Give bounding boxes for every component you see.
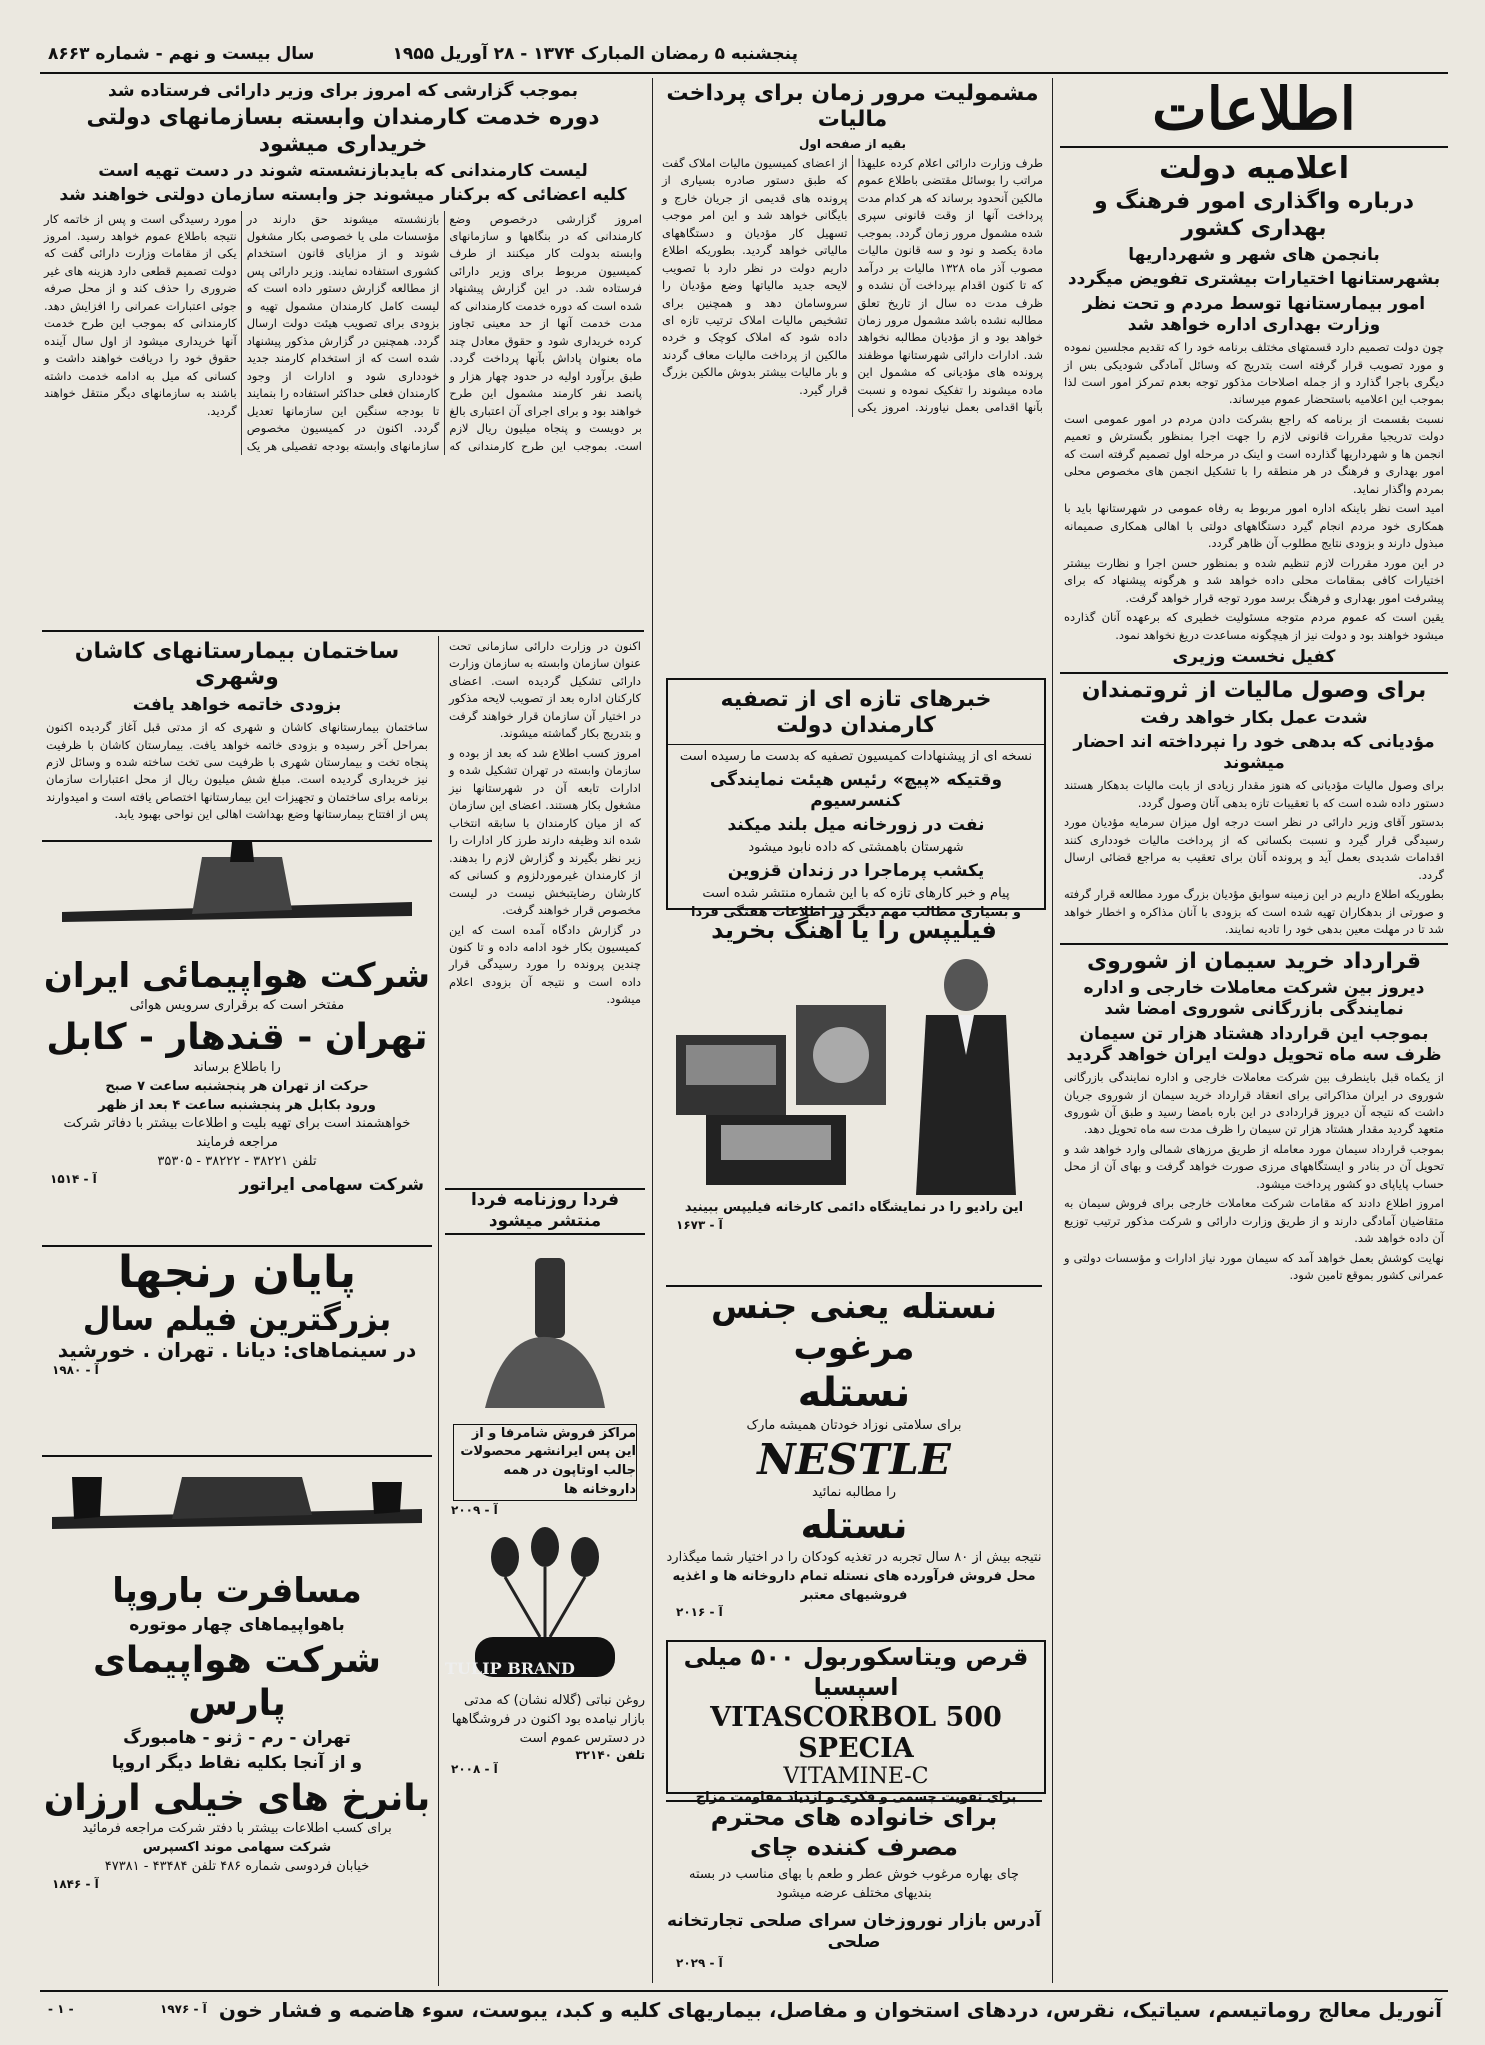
gov-subtitle: کلیه اعضائی که برکنار میشوند جز وابسته سازمان دولتی خواهند شد [59, 185, 627, 206]
tea-title: برای خانواده های محترم مصرف کننده چای [710, 1803, 998, 1861]
airline-line: خواهشمند است برای تهیه بلیت و اطلاعات بیشتر با دفاتر شرکت مراجعه فرمایند [63, 1116, 411, 1151]
ad-code: آ - ۱۹۸۰ [52, 1363, 99, 1378]
philips-ad [666, 915, 1042, 1275]
ad-code: آ - ۲۰۰۹ [451, 1502, 498, 1517]
pars-price: بانرخ های خیلی ارزان [43, 1777, 431, 1819]
tax-subtitle: شدت عمل بکار خواهد رفت [1140, 707, 1368, 728]
airline-footer [42, 1172, 432, 1199]
cement-paragraph: بموجب قرارداد سیمان مورد معامله از طریق مرزهای شمالی وارد خواهد شد و تحویل آن در بنادر و ایستگاههای مرزی صورت خواهد گرفت و بهای آن از محل حساب پایاپای دو کشور پرداخت میشود. [1064, 1141, 1444, 1191]
article-paragraph: یقین است که عموم مردم متوجه مسئولیت خطیری که برعهده آنان گذارده میشود خواهند بود و دولت نیز از هیچگونه مساعدت دریغ نخواهد نمود. [1064, 610, 1444, 642]
nestle-ad [666, 1285, 1042, 1632]
article-paragraph: نسبت بقسمت از برنامه که راجع بشرکت دادن مردم در امور عمومی است دولت تدریجیا مقررات قانونی لازم را جهت اجرا بمنظور بگسترش و تعمیم انجمن ها و شهرداریها گذارده است و اینک در مرحله اول تصمیم گرفته است که امور بهداری و فرهنگ در هر منطقه را با تشکیل انجمن های مخصوص محلی بمردم واگذار نماید. [1064, 411, 1444, 496]
nestle-brand-fa: نستله [800, 1503, 908, 1548]
cement-subtitle: بموجب این قرارداد هشتاد هزار تن سیمان ظرف سه ماه تحویل دولت ایران خواهد گردید [1066, 1023, 1442, 1065]
airline-note: مفتخر است که برقراری سرویس هوائی [129, 997, 345, 1013]
article-headline: بانجمن های شهر و شهرداریها [1128, 245, 1380, 266]
middle-text-column [445, 636, 645, 1176]
tax-article [660, 78, 1045, 668]
airline-phones: تلفن ۳۸۲۲۱ - ۳۸۲۲۲ - ۳۵۳۰۵ [157, 1154, 317, 1170]
ad-code: آ - ۱۶۷۳ [676, 1217, 723, 1232]
news-box-line: نفت در زورخانه میل بلند میکند [727, 815, 985, 836]
article-headline: بشهرستانها اختیارات بیشتری تفویض میگردد [1067, 269, 1441, 290]
cement-subtitle: دیروز بین شرکت معاملات خارجی و اداره نمایندگی بازرگانی شوروی امضا شد [1083, 978, 1425, 1020]
tulip-icon [571, 1537, 599, 1577]
airline-company2: شرکت سهامی ایراتور [239, 1174, 424, 1195]
article-signature: کفیل نخست وزیری [1172, 647, 1336, 668]
article-title: اعلامیه دولت [1158, 150, 1350, 186]
ad-code: آ - ۲۰۲۹ [676, 1956, 723, 1971]
tea-ad [666, 1800, 1042, 1982]
airplane-illustration [42, 1457, 432, 1567]
article-headline: امور بیمارستانها توسط مردم و تحت نظر وزارت بهداری اداره خواهد شد [1082, 293, 1426, 335]
pars-line: باهواپیماهای چهار موتوره [129, 1614, 345, 1635]
article-paragraph: چون دولت تصمیم دارد قسمتهای مختلف برنامه خود را که تقدیم مجلسین نموده و مورد تصویب قرار گرفته است بتدریج که وسائل آمادگی شودیکی بس از دیگری باجرا گذارد و از جمله اصلاحات مذکور توجه بعدم تمرکز امور است لذا بموجب این اعلامیه باستحضار عموم میرساند. [1064, 340, 1444, 407]
airline-company: شرکت هواپیمائی ایران [43, 956, 431, 996]
page-number: - ۱ - [48, 2002, 74, 2016]
film-cinemas: در سینماهای: دیانا . تهران . خورشید [57, 1338, 417, 1363]
right-column [1060, 75, 1448, 1983]
pars-company: شرکت هواپیمای پارس [92, 1640, 382, 1725]
pars-agency: شرکت سهامی موند اکسپرس [142, 1839, 332, 1855]
tax-article-title: مشمولیت مرور زمان برای پرداخت مالیات [666, 81, 1039, 133]
ad-code: آ - ۱۹۷۶ [160, 2002, 207, 2016]
ad-code: آ - ۲۰۱۶ [676, 1605, 723, 1620]
tulip-icon [491, 1537, 519, 1577]
vitascorbol-description: برای تقویت جسمی و فکری و ازدیاد مقاومت مزاج [695, 1790, 1017, 1805]
vitascorbol-title-latin: VITASCORBOL 500 SPECIA [710, 1702, 1002, 1764]
airline-line: ورود بکابل هر پنجشنبه ساعت ۴ بعد از ظهر [98, 1097, 376, 1113]
gov-subtitle: لیست کارمندانی که بایدبازنشسته شوند در دست تهیه است [98, 161, 588, 182]
pars-headline: مسافرت باروپا [112, 1571, 362, 1611]
news-box-line: نسخه ای از پیشنهادات کمیسیون تصفیه که بدست ما رسیده است [679, 748, 1033, 764]
middle-paragraph: در گزارش دادگاه آمده است که این کمیسیون بکار خود ادامه داده و تا کنون چندین پرونده را مورد رسیدگی قرار داده است و نتیجه آن بزودی اعلام میشود. [449, 922, 641, 1007]
tax-paragraph: بدستور آقای وزیر دارائی در نظر است درجه اول میزان سرمایه مؤدیان مورد رسیدگی قرار گیرد و نسبت بکسانی که از پرداخت مالیات خودداری کنند اقدامات شدیدی بعمل آید و پرونده آنان برای تعقیب به مراجع قضائی ارسال گردد. [1064, 815, 1444, 882]
tax-paragraph: بطوریکه اطلاع داریم در این زمینه سوابق مؤدیان بزرگ مورد مطالعه قرار گرفته و صورتی از بدهکاران تهیه شده است که بزودی با آنان مذاکره و اخطار خواهد شد تا در مهلت معین بدهی خود را تادیه نمایند. [1064, 887, 1444, 937]
man-figure-icon [944, 959, 988, 1011]
middle-paragraph: امروز کسب اطلاع شد که بعد از بوده و سازمان وابسته در تهران تشکیل شده و ادارات تابعه آن در شهرستانها نیز مشغول بکار هستند. اعضای این سازمان که از میان کارمندان با سابقه انتخاب شده اند وظیفه دارند طرز کار ادارات را زیر نظر بگیرند و گزارش لازم را بدهند. از کارمندان غیرموردلزوم و کسانی که کارشان رضایتبخش نیست در لیست مخصوص قرار خواهند گرفت. [449, 745, 641, 918]
pars-line: و از آنجا بکلیه نقاط دیگر اروپا [111, 1752, 363, 1773]
ad-code: آ - ۲۰۰۸ [451, 1762, 498, 1777]
gov-kicker: بموجب گزارشی که امروز برای وزیر دارائی فرستاده شد [108, 81, 578, 101]
hand-icon [485, 1336, 605, 1407]
tulip-icon [531, 1527, 559, 1567]
nestle-brand-fa: نستله [797, 1369, 911, 1416]
footer-ad: آنوریل معالج روماتیسم، سیاتیک، نقرس، دردهای استخوان و مفاصل، بیماریهای کلیه و کبد، یبوست، سوء هاضمه و فشار خون [218, 1998, 1442, 2022]
article-paragraph: امید است نظر باینکه اداره امور مربوط به رفاه عمومی در شهرستانها باید با همکاری خود مردم انجام گیرد دستگاههای دولتی با اهالی همکاری صمیمانه مبذول دارند و بزودی نتایج مطلوب آن ظاهر گردد. [1064, 501, 1444, 551]
gov-body: امروز گزارشی درخصوص وضع کارمندانی که در بنگاهها و سازمانهای وابسته بدولت کار میکنند از طرف کمیسیون مربوط برای وزیر دارائی فرستاده شد. در این گزارش پیشنهاد شده است که دوره خدمت کارمندانی که مدت خدمت آنها از حد معینی تجاوز کرده خریداری شود و حقوق معادل چند ماه بعنوان پاداش بآنها پرداخت گردد. طبق برآورد اولیه در حدود چهار هزار و پانصد نفر کارمند مشمول این طرح خواهند بود و برای اجرای آن اعتباری بالغ بر دویست و پنجاه میلیون ریال لازم است. بموجب این طرح کارمندانی که بازنشسته میشوند حق دارند در مؤسسات ملی یا خصوصی بکار مشغول شوند و از مزایای قانون استخدام کشوری استفاده نمایند. وزیر دارائی پس از مطالعه گزارش دستور داده است که لیست کامل کارمندان مشمول تهیه و بزودی برای تصویب هیئت دولت ارسال گردد. همچنین در گزارش مذکور پیشنهاد شده است که از استخدام کارمند جدید خودداری شود و ادارات از وجود کارمندان فعلی حداکثر استفاده را بنمایند تا بودجه سنگین این سازمانها تعدیل گردد. اکنون در کمیسیون مخصوص سازمانهای وابسته بودجه تفصیلی هر یک مورد رسیدگی است و پس از خاتمه کار نتیجه باطلاع عموم خواهد رسید. امروز یکی از مقامات وزارت دارائی گفت که دولت تصمیم قطعی دارد هزینه های غیر ضروری را حذف کند و از محل صرفه جوئی اعتبارات عمرانی را افزایش دهد. کارمندانی که بموجب این طرح خدمت آنها خریداری میشود از اول سال آینده حقوق خود را دریافت خواهند داشت و کسانی که میل به ادامه خدمت داشته باشند به سازمانهای دیگر منتقل خواهند گردید. [44, 211, 642, 453]
news-box-line: شهرستان باهمشتی که داده نابود میشود [748, 840, 964, 856]
hospital-title: ساختمان بیمارستانهای کاشان وشهری [74, 639, 400, 691]
ad-code: آ - ۱۸۴۶ [52, 1876, 99, 1891]
vitascorbol-ad [666, 1640, 1046, 1805]
news-box-line: یکشب پرماجرا در زندان قزوین [727, 861, 985, 882]
airplane-illustration [42, 842, 432, 952]
cement-paragraph: از یکماه قبل باینطرف بین شرکت معاملات خارجی و اداره نمایندگی بازرگانی شوروی در ایران مذاکراتی برای انعقاد قرارداد خرید سیمان از شوروی جریان داشت که نتیجه آن دیروز قراردادی در این باره بامضا رسید و طبق آن شوروی متعهد گردید مقدار هشتاد هزار تن سیمان را ظرف مدت سه ماه تحویل دهد. [1064, 1070, 1444, 1137]
ad-code: آ - ۱۵۱۴ [50, 1171, 97, 1186]
tea-address: آدرس بازار نوروزخان سرای صلحی تجارتخانه صلحی [667, 1910, 1041, 1952]
news-box-line: وقتیکه «پیچ» رئیس هیئت نمایندگی کنسرسیوم [709, 769, 1003, 811]
pars-airline-ad [42, 1455, 432, 1982]
gov-title: دوره خدمت کارمندان وابسته بسازمانهای دولتی خریداری میشود [86, 105, 600, 157]
page-header [40, 38, 1448, 74]
header-issue: سال بیست و نهم - شماره ۸۶۶۳ [48, 44, 315, 64]
news-box-title: خبرهای تازه ای از تصفیه کارمندان دولت [668, 683, 1044, 745]
paper-notice: فردا روزنامه فردا منتشر میشود [445, 1188, 645, 1235]
small-ads-column [445, 1185, 645, 1985]
news-box-line: پیام و خبر کارهای تازه که با این شماره منتشر شده است [702, 886, 1010, 902]
airline-line: حرکت از تهران هر پنجشنبه ساعت ۷ صبح [105, 1078, 369, 1094]
pars-line: برای کسب اطلاعات بیشتر با دفتر شرکت مراجعه فرمائید [82, 1821, 392, 1837]
cement-title: قرارداد خرید سیمان از شوروی [1086, 948, 1422, 974]
tax-article-body: طرف وزارت دارائی اعلام کرده علیهذا مراتب را بوسائل مقتضی باطلاع عموم مالکین آنحدود برساند که هر کدام مدت پرداخت آنها از وقت قانونی سپری شده مشمول مرور زمان گردد. بموجب مادة یکصد و نود و سه قانون مالیات مصوب آذر ماه ۱۳۲۸ مالیات بر درآمد که تا کنون اقدام بپرداخت آن نشده و ظرف مدت ده سال از تاریخ تعلق مطالبه نشده باشد مشمول مرور زمان خواهد بود و از مؤدیان مطالبه نخواهد شد. ادارات دارائی شهرستانها موظفند پرونده های مؤدیانی که مشمول این ماده میشوند را تفکیک نموده و نسبت بآنها اقدامی بعمل نیاورند. امروز یکی از اعضای کمیسیون مالیات املاک گفت که طبق دستور صادره بسیاری از پرونده های قدیمی از جریان خارج و بایگانی خواهد شد و این امر موجب تسهیل کار مؤدیان و دستگاههای مالیاتی خواهد گردید. بطوریکه اطلاع داریم دولت در نظر دارد با تصویب لایحه جدید مالیاتها وضع مؤدیان را سروسامان دهد و همچنین برای تشخیص مالیات املاک ترتیب تازه ای داده شود که املاک کوچک و خرده مالکین از پرداخت مالیات معاف گردند و بار مالیات بیشتر بدوش مالکین بزرگ قرار گیرد. [662, 155, 1043, 415]
nestle-distribution: محل فروش فرآورده های نستله تمام داروخانه ها و اغذیه فروشیهای معتبر [672, 1568, 1036, 1603]
philips-title: فیلیپس را یا آهنگ بخرید [711, 916, 997, 944]
nestle-brand-latin: NESTLE [757, 1435, 951, 1485]
tax-article-note: بقیه از صفحه اول [798, 136, 906, 151]
ad2-phone: تلفن ۳۲۱۴۰ [575, 1748, 645, 1763]
nestle-ask: را مطالبه نمائید [811, 1485, 897, 1501]
film-ad [42, 1245, 432, 1447]
bottle-icon [535, 1258, 565, 1338]
pars-route: تهران - رم - ژنو - هامبورگ [123, 1728, 351, 1749]
header-date: پنجشنبه ۵ رمضان المبارک ۱۳۷۴ - ۲۸ آوریل ۱۹۵۵ [392, 44, 798, 64]
cement-paragraph: امروز اطلاع دادند که مقامات شرکت معاملات خارجی برای فروش سیمان به متقاضیان آمادگی دارند و از طریق وزارت دارائی و شرکت مذکور ترتیب توزیع آن داده خواهد شد. [1064, 1196, 1444, 1246]
middle-paragraph: اکنون در وزارت دارائی سازمانی تحت عنوان سازمان وابسته به سازمان وزارت دارائی تشکیل گردیده است. اعضای کارکنان اداره بعد از تصویب لایحه مذکور در اختیار آن سازمان قرار خواهند گرفت و بتدریج بکار گماشته میشوند. [449, 639, 641, 741]
article-subtitle: درباره واگذاری امور فرهنگ و بهداری کشور [1094, 189, 1414, 241]
gov-article [42, 78, 644, 628]
nestle-headline: نستله یعنی جنس مرغوب [710, 1287, 998, 1368]
ad2-text: روغن نباتی (گلاله نشان) که مدتی بازار نیامده بود اکنون در فروشگاهها در دسترس عموم است [451, 1692, 645, 1746]
article-paragraph: در این مورد مقررات لازم تنظیم شده و بمنظور حسن اجرا و نظارت بیشتر اختیارات کافی بمقامات محلی داده خواهد شد و هرگونه پیشنهاد که برای پیشرفت امور بهداری و فرهنگ برسد مورد توجه قرار خواهد گرفت. [1064, 555, 1444, 605]
news-box [666, 678, 1046, 921]
tax-subtitle: مؤدیانی که بدهی خود را نپرداخته اند احضار میشوند [1073, 731, 1435, 774]
film-subtitle: بزرگترین فیلم سال [82, 1299, 392, 1338]
news-box-line: و بسیاری مطالب مهم دیگر در اطلاعات هفتگی فردا [691, 905, 1021, 921]
tax-paragraph: برای وصول مالیات مؤدیانی که هنوز مقدار زیادی از بابت مالیات بدهکار هستند دستور داده شده است که با تعقیبات تازه بدهی آنان وصول گردد. [1064, 778, 1444, 810]
tax-title: برای وصول مالیات از ثروتمندان [1081, 678, 1427, 704]
radio-illustration [666, 945, 1042, 1195]
hospital-subtitle: بزودی خاتمه خواهد یافت [132, 694, 342, 715]
iran-airline-ad [42, 840, 432, 1237]
hospital-article [42, 636, 432, 826]
nestle-note: برای سلامتی نوزاد خودتان همیشه مارک [746, 1417, 962, 1433]
tulip-brand: TULIP BRAND [445, 1658, 575, 1678]
cement-paragraph: نهایت کوشش بعمل خواهد آمد که سیمان مورد نیاز ادارات و مؤسسات دولتی و عمرانی کشور بموقع تامین شود. [1064, 1250, 1444, 1283]
nestle-experience: نتیجه بیش از ۸۰ سال تجربه در تغذیه کودکان را در اختیار شما میگذارد [666, 1549, 1042, 1565]
airline-route: تهران - قندهار - کابل [46, 1016, 428, 1058]
hand-bottle-illustration [445, 1238, 645, 1418]
masthead-title: اطلاعات [1152, 75, 1356, 143]
airline-sub: را باطلاع برساند [193, 1059, 281, 1075]
ad1-text: مراکز فروش شامرفا و از این پس ایرانشهر محصولات جالب اوتاپون در همه داروخانه ها [453, 1424, 637, 1501]
vitascorbol-title-fa: قرص ویتاسکوربول ۵۰۰ میلی اسپسیا [683, 1643, 1029, 1701]
pars-address: خیابان فردوسی شماره ۴۸۶ تلفن ۴۳۴۸۴ - ۴۷۳۸۱ [104, 1858, 370, 1874]
page-footer [40, 1990, 1448, 2032]
vitamin-label: VITAMINE-C [783, 1764, 929, 1789]
film-title: پایان رنجها [117, 1247, 357, 1298]
tea-body: چای بهاره مرغوب خوش عطر و طعم با بهای مناسب در بسته بندیهای مختلف عرضه میشود [689, 1867, 1019, 1901]
philips-caption: این رادیو را در نمایشگاه دائمی کارخانه فیلیپس ببینید [684, 1200, 1024, 1215]
hospital-body: ساختمان بیمارستانهای کاشان و شهری که از مدتی قبل آغاز گردیده اکنون بمراحل آخر رسیده و بزودی خاتمه خواهد یافت. بیمارستان کاشان با ظرفیت پنجاه تخت و بیمارستان شهری با ظرفیت سی تخت ساخته شده و وسائل لازم نیز خریداری گردیده است. مبلغ شش میلیون ریال از محل اعتبارات سازمان برنامه برای ساختمان و تجهیزات این بیمارستانها اختصاص یافته است و امیدوارند پس از افتتاح بیمارستانها وضع بهداشت اهالی این نواحی بهبود یابد. [46, 720, 428, 822]
